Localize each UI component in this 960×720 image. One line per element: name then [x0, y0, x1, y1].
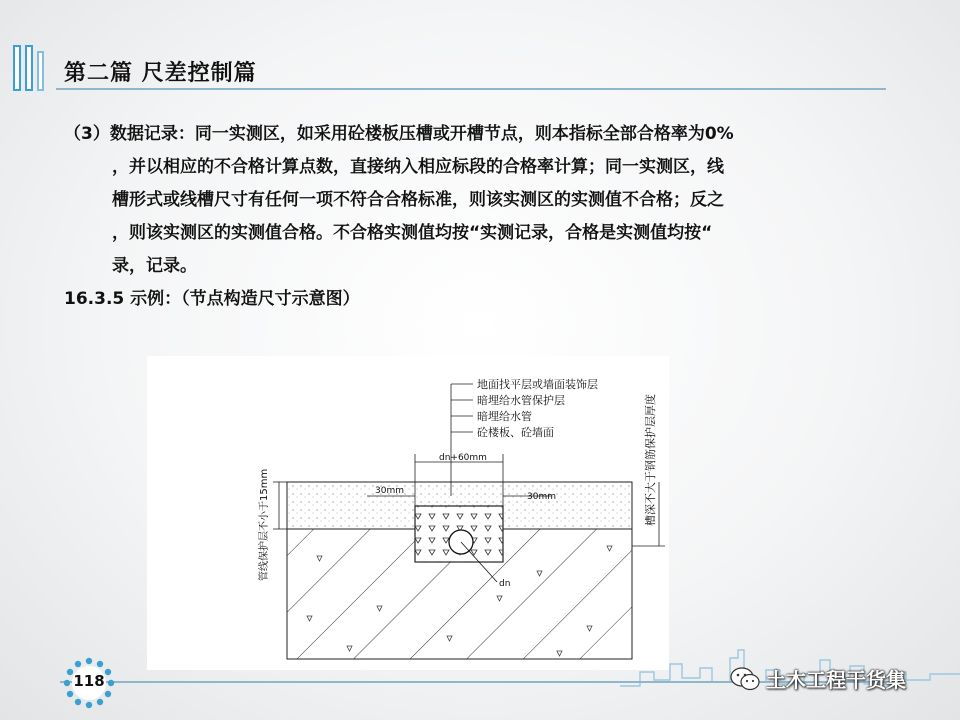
body-line: ，并以相应的不合格计算点数，直接纳入相应标段的合格率计算；同一实测区，线: [112, 157, 724, 177]
node-construction-diagram: [147, 356, 669, 670]
legend-pipe: 暗埋给水管: [477, 410, 532, 423]
dim-left-vertical: [273, 482, 287, 529]
dim-right-label: 30mm: [527, 492, 556, 502]
body-text: [64, 118, 894, 316]
legend-finishing: 地面找平层或墙面装饰层: [477, 378, 598, 391]
legend-protection: 暗埋给水管保护层: [477, 394, 565, 407]
vertical-right-label: 槽深不大于钢筋保护层厚度: [644, 394, 657, 526]
vertical-left-label: 管线保护层不小于15mm: [259, 468, 270, 581]
pipe-dn-label: dn: [499, 579, 511, 589]
dim-top-label: dn+60mm: [439, 453, 487, 463]
dim-left-label: 30mm: [375, 486, 404, 496]
title-divider: [56, 88, 886, 90]
legend-leaders: [451, 384, 473, 496]
body-line: 录，记录。: [112, 256, 197, 276]
body-line: 槽形式或线槽尺寸有任何一项不符合合格标准，则该实测区的实测值不合格；反之: [112, 190, 724, 210]
watermark-text: 土木工程干货集: [766, 668, 906, 692]
page-number: 118: [73, 672, 105, 690]
legend-concrete: 砼楼板、砼墙面: [477, 426, 554, 439]
header-logo-icon: [12, 44, 52, 94]
example-heading: 16.3.5 示例：（节点构造尺寸示意图）: [64, 289, 360, 309]
wechat-icon: [730, 666, 760, 692]
body-line: ，则该实测区的实测值合格。不合格实测值均按“实测记录，合格是实测值均按“: [112, 223, 713, 243]
body-line: （3）数据记录：同一实测区，如采用砼楼板压槽或开槽节点，则本指标全部合格率为0%: [64, 124, 734, 144]
watermark: [730, 664, 906, 693]
slide-title: 第二篇 尺差控制篇: [64, 61, 257, 86]
